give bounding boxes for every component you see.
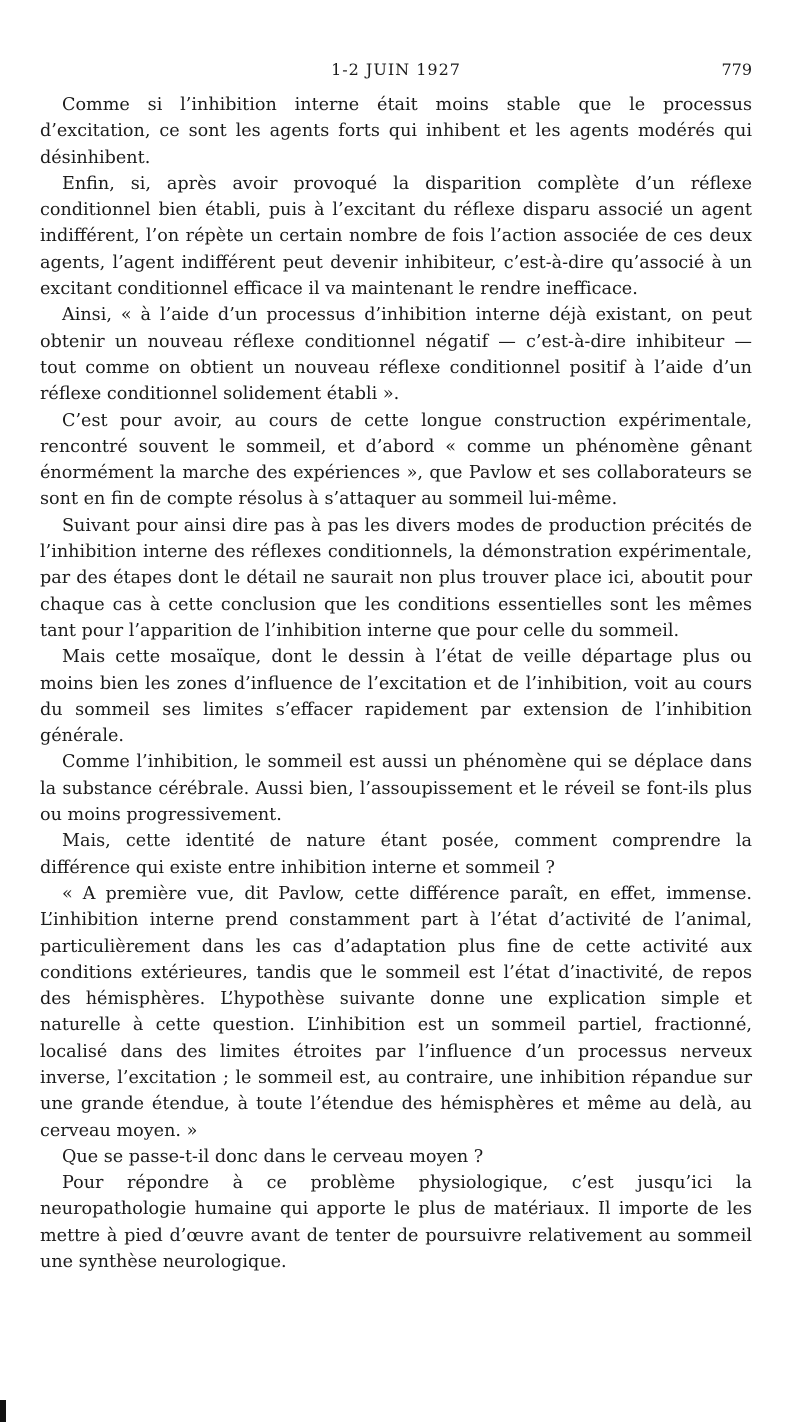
paragraph: Comme l’inhibition, le sommeil est aussi un phénomène qui se déplace dans la substance cérébrale. Aussi bien, l’assoupissement et le réveil se font-ils plus ou moins progressivement.	[40, 752, 752, 826]
page-header	[40, 60, 752, 84]
paragraph: « A première vue, dit Pavlow, cette différence paraît, en effet, immense. L’inhibition interne prend constamment part à l’état d’activité de l’animal, particulièrement dans les cas d’adaptation plus fine de cette activité aux conditions extérieures, tandis que le sommeil est l’état d’inactivité, de repos des hémisphères. L’hypothèse suivante donne une explication simple et naturelle à cette question. L’inhibition est un sommeil partiel, fractionné, localisé dans des limites étroites par l’influence d’un processus nerveux inverse, l’excitation ; le sommeil est, au contraire, une inhibition répandue sur une grande étendue, à toute l’étendue des hémisphères et même au delà, au cerveau moyen. »	[40, 883, 752, 1141]
paragraph: Pour répondre à ce problème physiologique, c’est jusqu’ici la neuropathologie humaine qui apporte le plus de matériaux. Il importe de les mettre à pied d’œuvre avant de tenter de poursuivre relativement au sommeil une synthèse neurologique.	[40, 1173, 752, 1273]
paragraph: Mais, cette identité de nature étant posée, comment comprendre la différence qui existe entre inhibition interne et sommeil ?	[40, 831, 752, 878]
body-text	[40, 92, 752, 1275]
paragraph: Mais cette mosaïque, dont le dessin à l’état de veille départage plus ou moins bien les zones d’influence de l’excitation et de l’inhibition, voit au cours du sommeil ses limites s’effacer rapidement par extension de l’inhibition générale.	[40, 647, 752, 747]
paragraph: Comme si l’inhibition interne était moins stable que le processus d’excitation, ce sont les agents forts qui inhibent et les agents modérés qui désinhibent.	[40, 95, 752, 168]
scan-edge-mark	[0, 1400, 6, 1422]
paragraph: Ainsi, « à l’aide d’un processus d’inhibition interne déjà existant, on peut obtenir un nouveau réflexe conditionnel négatif — c’est-à-dire inhibiteur — tout comme on obtient un nouveau réflexe conditionnel positif à l’aide d’un réflexe conditionnel solidement établi ».	[40, 305, 752, 405]
paragraph: C’est pour avoir, au cours de cette longue construction expérimentale, rencontré souvent le sommeil, et d’abord « comme un phénomène gênant énormément la marche des expériences », que Pavlow et ses collaborateurs se sont en fin de compte résolus à s’attaquer au sommeil lui-même.	[40, 410, 752, 510]
page-number: 779	[721, 60, 752, 79]
running-head: 1-2 JUIN 1927	[331, 60, 461, 79]
paragraph: Enfin, si, après avoir provoqué la disparition complète d’un réflexe conditionnel bien établi, puis à l’excitant du réflexe disparu associé un agent indifférent, l’on répète un certain nombre de fois l’action associée de ces deux agents, l’agent indifférent peut devenir inhibiteur, c’est-à-dire qu’associé à un excitant conditionnel efficace il va maintenant le rendre inefficace.	[40, 173, 752, 300]
paragraph: Suivant pour ainsi dire pas à pas les divers modes de production précités de l’inhibition interne des réflexes conditionnels, la démonstration expérimentale, par des étapes dont le détail ne saurait non plus trouver place ici, aboutit pour chaque cas à cette conclusion que les conditions essentielles sont les mêmes tant pour l’apparition de l’inhibition interne que pour celle du sommeil.	[40, 515, 752, 641]
paragraph: Que se passe-t-il donc dans le cerveau moyen ?	[62, 1146, 484, 1167]
